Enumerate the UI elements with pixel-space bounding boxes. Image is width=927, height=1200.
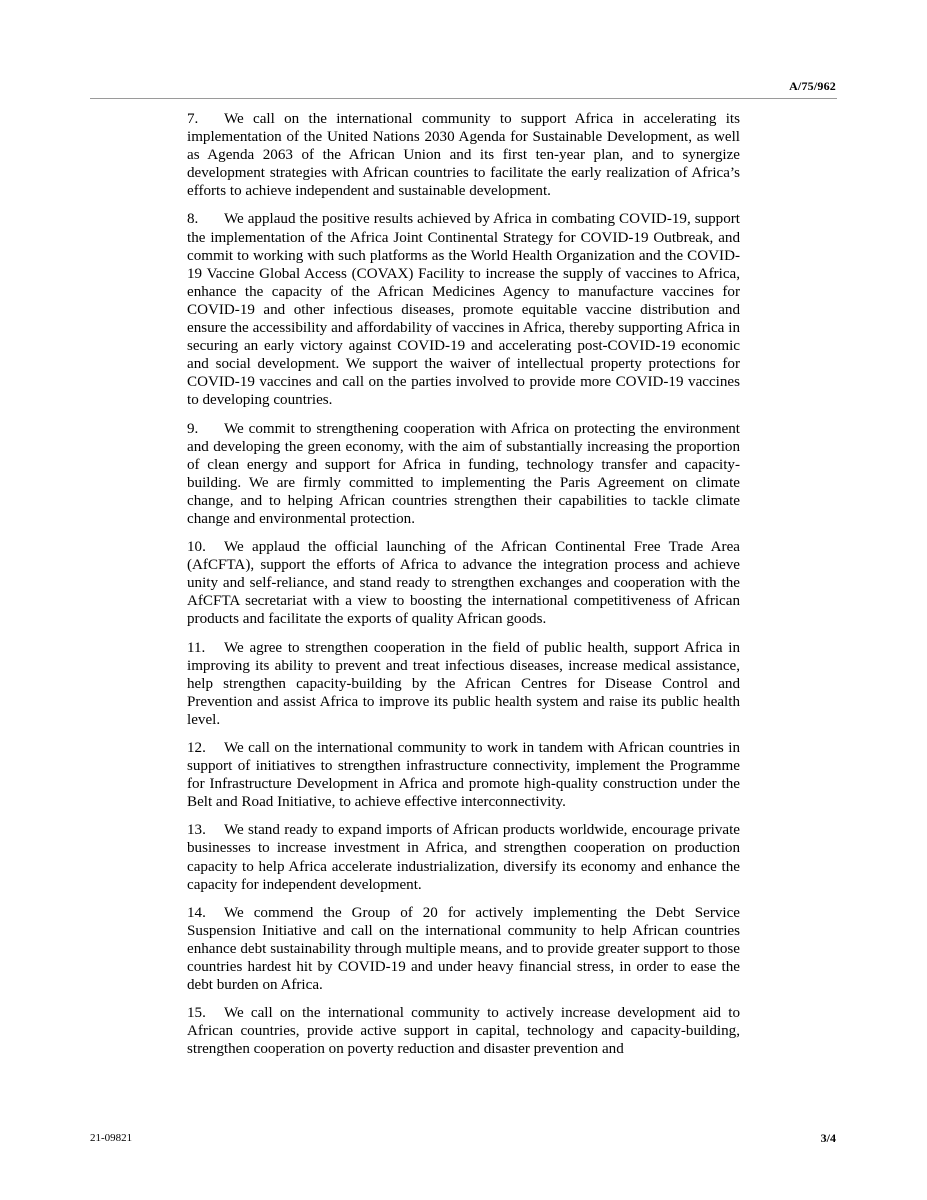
paragraph-13 <box>187 821 740 893</box>
paragraph-text: We applaud the positive results achieved by Africa in combating COVID-19, support the implementation of the Africa Joint Continental Strategy for COVID-19 Outbreak, and commit to working with such platforms as the World Health Organization and the COVID-19 Vaccine Global Access (COVAX) Facility to increase the supply of vaccines to Africa, enhance the capacity of the African Medicines Agency to manufacture vaccines for COVID-19 and other infectious diseases, promote equitable vaccine distribution and ensure the accessibility and affordability of vaccines in Africa, thereby supporting Africa in securing an early victory against COVID-19 and accelerating post-COVID-19 economic and social development. We support the waiver of intellectual property protections for COVID-19 vaccines and call on the parties involved to provide more COVID-19 vaccines to developing countries. <box>187 211 740 409</box>
paragraph-11 <box>187 639 740 729</box>
paragraph-text: We applaud the official launching of the African Continental Free Trade Area (AfCFTA), support the efforts of Africa to advance the integration process and achieve unity and self-reliance, and stand ready to strengthen exchanges and cooperation with the AfCFTA secretariat with a view to boosting the international competitiveness of African products and facilitate the exports of quality African goods. <box>187 539 740 628</box>
paragraph-number: 11. <box>187 639 206 656</box>
paragraph-text: We stand ready to expand imports of African products worldwide, encourage private businesses to increase investment in Africa, and strengthen cooperation on production capacity to help Africa accelerate industrialization, diversify its economy and enhance the capacity for independent development. <box>187 822 740 893</box>
paragraph-15 <box>187 1004 740 1058</box>
document-symbol: A/75/962 <box>789 79 836 93</box>
document-job-number: 21-09821 <box>90 1132 133 1144</box>
paragraph-14 <box>187 904 740 994</box>
paragraph-number: 12. <box>187 740 206 756</box>
paragraph-text: We call on the international community to actively increase development aid to African countries, provide active support in capital, technology and capacity-building, strengthen cooperation on poverty reduction and disaster prevention and <box>187 1005 740 1058</box>
paragraph-number: 8. <box>187 211 199 228</box>
page-number: 3/4 <box>820 1131 836 1145</box>
document-body <box>187 110 740 1069</box>
header-divider <box>90 98 837 99</box>
paragraph-number: 7. <box>187 111 199 127</box>
paragraph-number: 10. <box>187 539 206 556</box>
paragraph-text: We agree to strengthen cooperation in the field of public health, support Africa in improving its ability to prevent and treat infectious diseases, increase medical assistance, help strengthen capacity-building by the African Centres for Disease Control and Prevention and assist Africa to improve its public health system and raise its public health level. <box>187 639 740 728</box>
paragraph-text: We call on the international community to work in tandem with African countries in support of initiatives to strengthen infrastructure connectivity, implement the Programme for Infrastructure Development in Africa and promote high-quality construction under the Belt and Road Initiative, to achieve effective interconnectivity. <box>187 740 740 811</box>
paragraph-text: We commit to strengthening cooperation with Africa on protecting the environment and developing the green economy, with the aim of substantially increasing the proportion of clean energy and support for Africa in funding, technology transfer and capacity-building. We are firmly committed to implementing the Paris Agreement on climate change, and to helping African countries strengthen their capabilities to tackle climate change and environmental protection. <box>187 420 740 527</box>
paragraph-number: 9. <box>187 420 199 437</box>
paragraph-text: We call on the international community to support Africa in accelerating its implementation of the United Nations 2030 Agenda for Sustainable Development, as well as Agenda 2063 of the African Union and its first ten-year plan, and to synergize development strategies with African countries to facilitate the early realization of Africa’s efforts to achieve independent and sustainable development. <box>187 111 740 200</box>
paragraph-number: 14. <box>187 904 206 921</box>
paragraph-7 <box>187 110 740 200</box>
paragraph-text: We commend the Group of 20 for actively implementing the Debt Service Suspension Initiative and call on the international community to help African countries enhance debt sustainability through multiple means, and to provide greater support to those countries hardest hit by COVID-19 and under heavy financial stress, in order to ease the debt burden on Africa. <box>187 904 740 994</box>
paragraph-12 <box>187 739 740 811</box>
paragraph-number: 13. <box>187 822 206 839</box>
paragraph-10 <box>187 538 740 628</box>
paragraph-number: 15. <box>187 1005 206 1022</box>
paragraph-8 <box>187 210 740 409</box>
paragraph-9 <box>187 420 740 529</box>
